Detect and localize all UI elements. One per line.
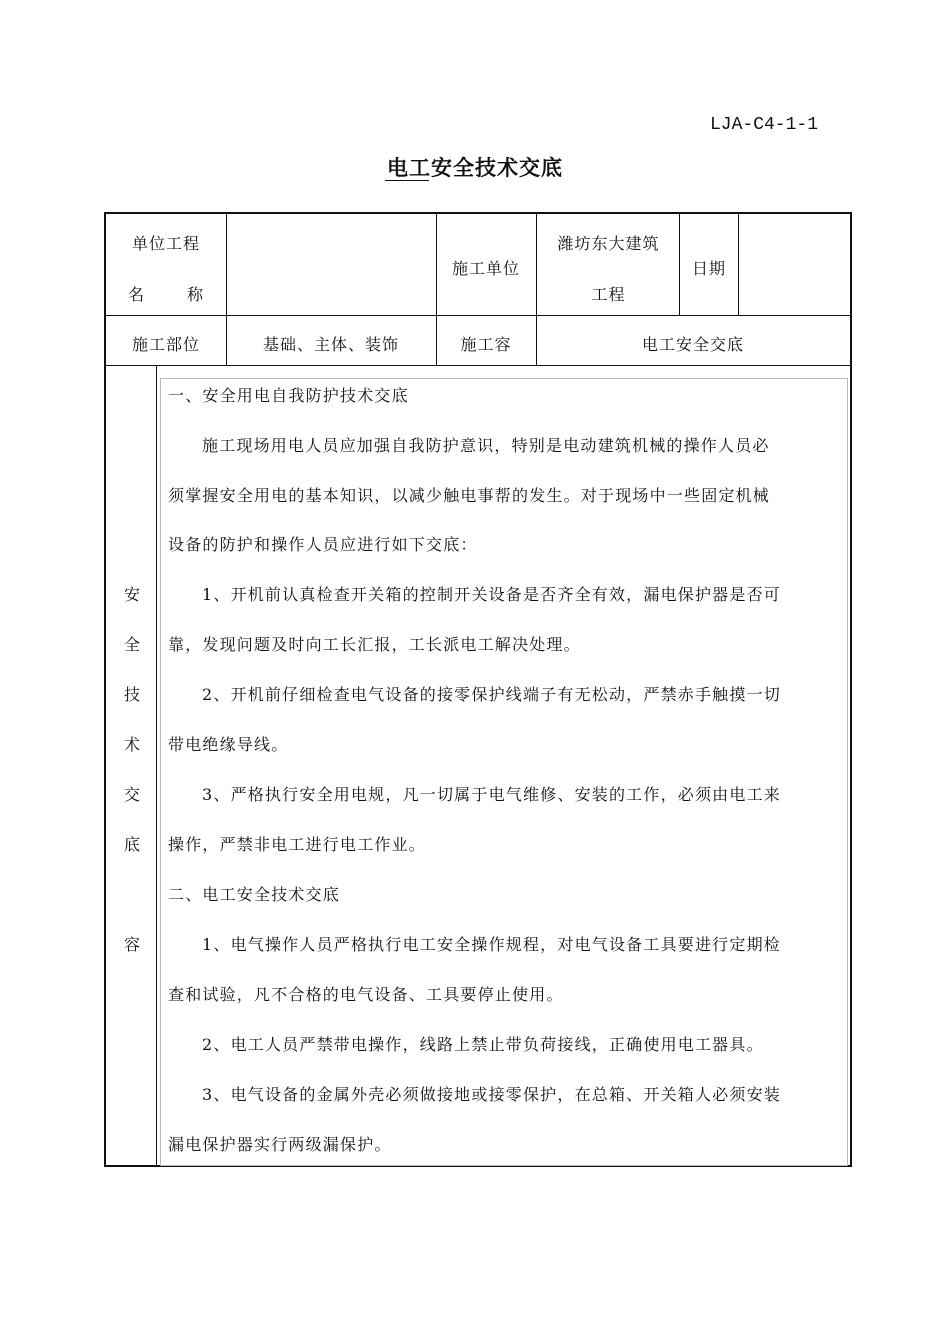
builder-label: 施工单位 xyxy=(451,259,520,278)
paragraph-line: 设备的防护和操作人员应进行如下交底： xyxy=(168,535,478,554)
row-divider-2 xyxy=(106,365,850,366)
row-divider-1 xyxy=(106,315,850,316)
col-divider xyxy=(738,214,739,315)
paragraph-line: 操作，严禁非电工进行电工作业。 xyxy=(168,835,427,854)
section-heading: 一、安全用电自我防护技术交底 xyxy=(168,386,409,405)
paragraph-line: 查和试验，凡不合格的电气设备、工具要停止使用。 xyxy=(168,985,564,1004)
side-divider xyxy=(156,365,157,1165)
paragraph-line: 带电绝缘导线。 xyxy=(168,735,289,754)
side-label-char: 容 xyxy=(123,935,140,954)
paragraph-line: 2、电工人员严禁带电操作，线路上禁止带负荷接线，正确使用电工器具。 xyxy=(202,1035,764,1054)
paragraph-line: 1、开机前认真检查开关箱的控制开关设备是否齐全有效，漏电保护器是否可 xyxy=(202,585,781,604)
col-divider xyxy=(436,214,437,365)
col-divider xyxy=(226,214,227,315)
section-heading: 二、电工安全技术交底 xyxy=(168,885,341,904)
side-label-char: 底 xyxy=(123,835,140,854)
title-underline xyxy=(385,180,429,181)
side-label-char: 交 xyxy=(123,785,140,804)
paragraph-line: 2、开机前仔细检查电气设备的接零保护线端子有无松动，严禁赤手触摸一切 xyxy=(202,685,781,704)
side-label-char: 技 xyxy=(123,685,140,704)
side-label-char: 安 xyxy=(123,585,140,604)
paragraph-line: 3、电气设备的金属外壳必须做接地或接零保护，在总箱、开关箱人必须安装 xyxy=(202,1085,781,1104)
content-label: 施工容 xyxy=(460,335,512,354)
paragraph-line: 靠，发现问题及时向工长汇报，工长派电工解决处理。 xyxy=(168,635,581,654)
builder-value: 潍坊东大建筑 工程 xyxy=(557,234,660,304)
page-title: 电工安全技术交底 xyxy=(387,156,563,180)
col-divider xyxy=(536,214,537,365)
paragraph-line: 漏电保护器实行两级漏保护。 xyxy=(168,1135,392,1154)
col-divider xyxy=(226,315,227,365)
disclosure-table xyxy=(104,212,852,1167)
part-label: 施工部位 xyxy=(131,335,200,354)
content-value: 电工安全交底 xyxy=(641,335,744,354)
document-code: LJA-C4-1-1 xyxy=(710,115,819,135)
project-label: 单位工程 名 称 xyxy=(128,234,204,304)
side-label-char: 全 xyxy=(123,635,140,654)
part-value: 基础、主体、装饰 xyxy=(262,335,399,354)
paragraph-line: 须掌握安全用电的基本知识，以减少触电事帮的发生。对于现场中一些固定机械 xyxy=(168,486,771,505)
paragraph-line: 1、电气操作人员严格执行电工安全操作规程，对电气设备工具要进行定期检 xyxy=(202,935,781,954)
paragraph-line: 3、严格执行安全用电规，凡一切属于电气维修、安装的工作，必须由电工来 xyxy=(202,785,781,804)
side-label-char: 术 xyxy=(123,735,140,754)
paragraph-line: 施工现场用电人员应加强自我防护意识，特别是电动建筑机械的操作人员必 xyxy=(202,436,770,455)
date-label: 日期 xyxy=(691,259,726,278)
